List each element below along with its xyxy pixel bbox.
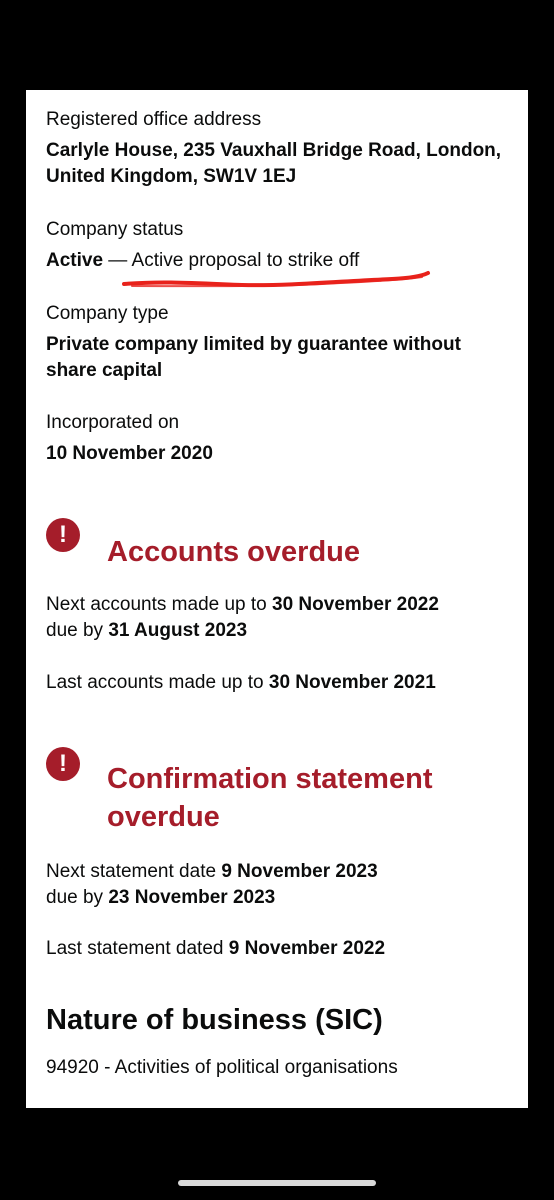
sic-code-value: 94920 - Activities of political organisations [46, 1057, 398, 1078]
company-overview-card [26, 90, 528, 1108]
accounts-due-line [46, 618, 514, 644]
accounts-next-line [46, 592, 514, 618]
home-indicator[interactable] [178, 1180, 376, 1186]
incorporated-section [46, 410, 514, 467]
incorporated-label: Incorporated on [46, 412, 180, 433]
company-type-section [46, 301, 514, 384]
nature-of-business-section [46, 1055, 514, 1081]
confirmation-overdue-title [107, 760, 508, 836]
incorporated-value: 10 November 2020 [46, 443, 213, 464]
registered-office-label: Registered office address [46, 109, 262, 130]
registered-office-line2: United Kingdom, SW1V 1EJ [46, 166, 297, 187]
confirmation-due-prefix: due by [46, 887, 109, 908]
confirmation-last-prefix: Last statement dated [46, 938, 229, 959]
accounts-overdue-title: Accounts overdue [107, 536, 360, 568]
company-type-line1: Private company limited by guarantee without [46, 334, 461, 355]
confirmation-next-line [46, 859, 514, 885]
confirmation-title-line2: overdue [107, 801, 220, 833]
confirmation-last-section [46, 936, 514, 962]
registered-office-line1: Carlyle House, 235 Vauxhall Bridge Road, London, [46, 140, 502, 161]
confirmation-warning-icon: ! [46, 747, 80, 781]
accounts-last-section [46, 670, 514, 696]
accounts-warning-icon: ! [46, 518, 80, 552]
confirmation-last-date: 9 November 2022 [228, 938, 386, 959]
accounts-next-date: 30 November 2022 [272, 594, 439, 615]
accounts-last-prefix: Last accounts made up to [46, 672, 269, 693]
company-status-section [46, 217, 514, 274]
accounts-last-date: 30 November 2021 [268, 672, 436, 693]
confirmation-last-line [46, 936, 514, 962]
confirmation-next-date: 9 November 2023 [221, 861, 378, 882]
company-status-label: Company status [46, 219, 184, 240]
confirmation-next-prefix: Next statement date [46, 861, 222, 882]
accounts-next-prefix: Next accounts made up to [46, 594, 273, 615]
confirmation-next-section [46, 859, 514, 911]
company-status-active: Active [46, 250, 104, 271]
accounts-due-prefix: due by [46, 620, 109, 641]
nature-of-business-heading: Nature of business (SIC) [46, 1004, 383, 1036]
accounts-due-date: 31 August 2023 [108, 620, 248, 641]
confirmation-title-line1: Confirmation statement [107, 763, 433, 795]
company-status-detail: — Active proposal to strike off [103, 250, 360, 271]
company-type-label: Company type [46, 303, 169, 324]
registered-office-section [46, 107, 514, 190]
confirmation-due-date: 23 November 2023 [108, 887, 276, 908]
confirmation-due-line [46, 885, 514, 911]
handdrawn-underline-annotation [122, 267, 434, 293]
accounts-next-section [46, 592, 514, 644]
company-type-line2: share capital [46, 360, 163, 381]
accounts-last-line [46, 670, 514, 696]
